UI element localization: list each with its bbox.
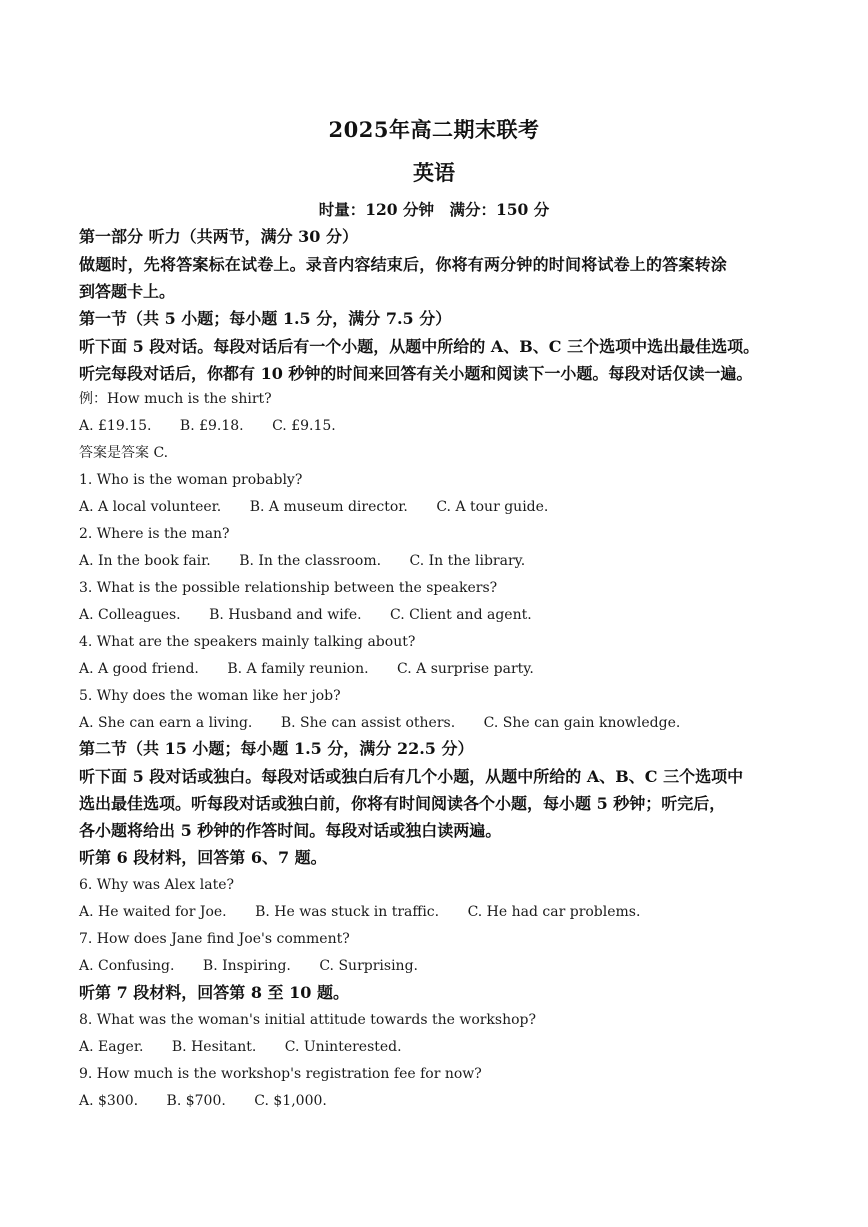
question-8: 8. What was the woman's initial attitude towards the workshop? — [79, 1012, 537, 1028]
material-6-heading: 听第 6 段材料，回答第 6、7 题。 — [79, 848, 327, 867]
q6-option-a: A. He waited for Joe. — [79, 904, 227, 920]
question-2-options — [79, 551, 525, 571]
q5-option-c: C. She can gain knowledge. — [483, 715, 681, 731]
section2-heading: 第二节（共 15 小题；每小题 1.5 分，满分 22.5 分） — [79, 739, 474, 758]
q6-option-c: C. He had car problems. — [467, 904, 641, 920]
question-9-options — [79, 1091, 327, 1111]
part1-instruction-line-2: 到答题卡上。 — [79, 282, 176, 301]
q7-option-b: B. Inspiring. — [202, 958, 291, 974]
q1-option-b: B. A museum director. — [249, 499, 408, 515]
question-3: 3. What is the possible relationship between the speakers? — [79, 580, 498, 596]
q3-option-a: A. Colleagues. — [79, 607, 181, 623]
question-2: 2. Where is the man? — [79, 526, 230, 542]
section1-heading: 第一节（共 5 小题；每小题 1.5 分，满分 7.5 分） — [79, 309, 452, 328]
section1-instruction-line-1: 听下面 5 段对话。每段对话后有一个小题，从题中所给的 A、B、C 三个选项中选出最佳选项。 — [79, 337, 760, 356]
q6-option-b: B. He was stuck in traffic. — [255, 904, 440, 920]
section2-instruction-line-1: 听下面 5 段对话或独白。每段对话或独白后有几个小题，从题中所给的 A、B、C 三个选项中 — [79, 767, 744, 786]
material-7-heading: 听第 7 段材料，回答第 8 至 10 题。 — [79, 983, 349, 1002]
q4-option-b: B. A family reunion. — [227, 661, 369, 677]
q4-option-c: C. A surprise party. — [397, 661, 534, 677]
section2-instruction-line-3: 各小题将给出 5 秒钟的作答时间。每段对话或独白读两遍。 — [79, 821, 502, 840]
example-options — [79, 416, 336, 436]
q1-option-a: A. A local volunteer. — [79, 499, 222, 515]
q4-option-a: A. A good friend. — [79, 661, 199, 677]
example-option-b: B. £9.18. — [179, 418, 244, 434]
example-question: 例：How much is the shirt? — [79, 391, 272, 407]
q2-option-b: B. In the classroom. — [239, 553, 382, 569]
exam-subject: 英语 — [413, 160, 455, 185]
q8-option-b: B. Hesitant. — [171, 1039, 257, 1055]
q9-option-b: B. $700. — [166, 1093, 226, 1109]
q3-option-b: B. Husband and wife. — [209, 607, 362, 623]
q5-option-a: A. She can earn a living. — [79, 715, 253, 731]
exam-title: 2025年高二期末联考 — [328, 117, 540, 142]
q1-option-c: C. A tour guide. — [436, 499, 549, 515]
question-4: 4. What are the speakers mainly talking about? — [79, 634, 416, 650]
question-6: 6. Why was Alex late? — [79, 877, 234, 893]
question-1: 1. Who is the woman probably? — [79, 472, 303, 488]
example-option-c: C. £9.15. — [272, 418, 336, 434]
question-6-options — [79, 902, 640, 922]
q7-option-c: C. Surprising. — [319, 958, 418, 974]
q9-option-a: A. $300. — [79, 1093, 139, 1109]
q2-option-c: C. In the library. — [409, 553, 526, 569]
question-3-options — [79, 605, 532, 625]
question-8-options — [79, 1037, 402, 1057]
question-1-options — [79, 497, 548, 517]
question-9: 9. How much is the workshop's registration fee for now? — [79, 1066, 482, 1082]
example-answer: 答案是答案 C. — [79, 445, 169, 461]
exam-time-info: 时量：120 分钟 满分：150 分 — [318, 200, 550, 219]
question-4-options — [79, 659, 534, 679]
q8-option-c: C. Uninterested. — [284, 1039, 402, 1055]
part1-heading: 第一部分 听力（共两节，满分 30 分） — [79, 227, 358, 246]
q5-option-b: B. She can assist others. — [280, 715, 456, 731]
question-7: 7. How does Jane find Joe's comment? — [79, 931, 350, 947]
question-7-options — [79, 956, 418, 976]
section2-instruction-line-2: 选出最佳选项。听每段对话或独白前，你将有时间阅读各个小题，每小题 5 秒钟；听完后， — [79, 794, 726, 813]
q7-option-a: A. Confusing. — [79, 958, 175, 974]
part1-instruction-line-1: 做题时，先将答案标在试卷上。录音内容结束后，你将有两分钟的时间将试卷上的答案转涂 — [79, 255, 728, 274]
question-5: 5. Why does the woman like her job? — [79, 688, 341, 704]
question-5-options — [79, 713, 680, 733]
q2-option-a: A. In the book fair. — [79, 553, 211, 569]
q3-option-c: C. Client and agent. — [390, 607, 532, 623]
section1-instruction-line-2: 听完每段对话后，你都有 10 秒钟的时间来回答有关小题和阅读下一小题。每段对话仅读一遍。 — [79, 364, 753, 383]
q8-option-a: A. Eager. — [79, 1039, 144, 1055]
q9-option-c: C. $1,000. — [254, 1093, 327, 1109]
example-option-a: A. £19.15. — [79, 418, 152, 434]
